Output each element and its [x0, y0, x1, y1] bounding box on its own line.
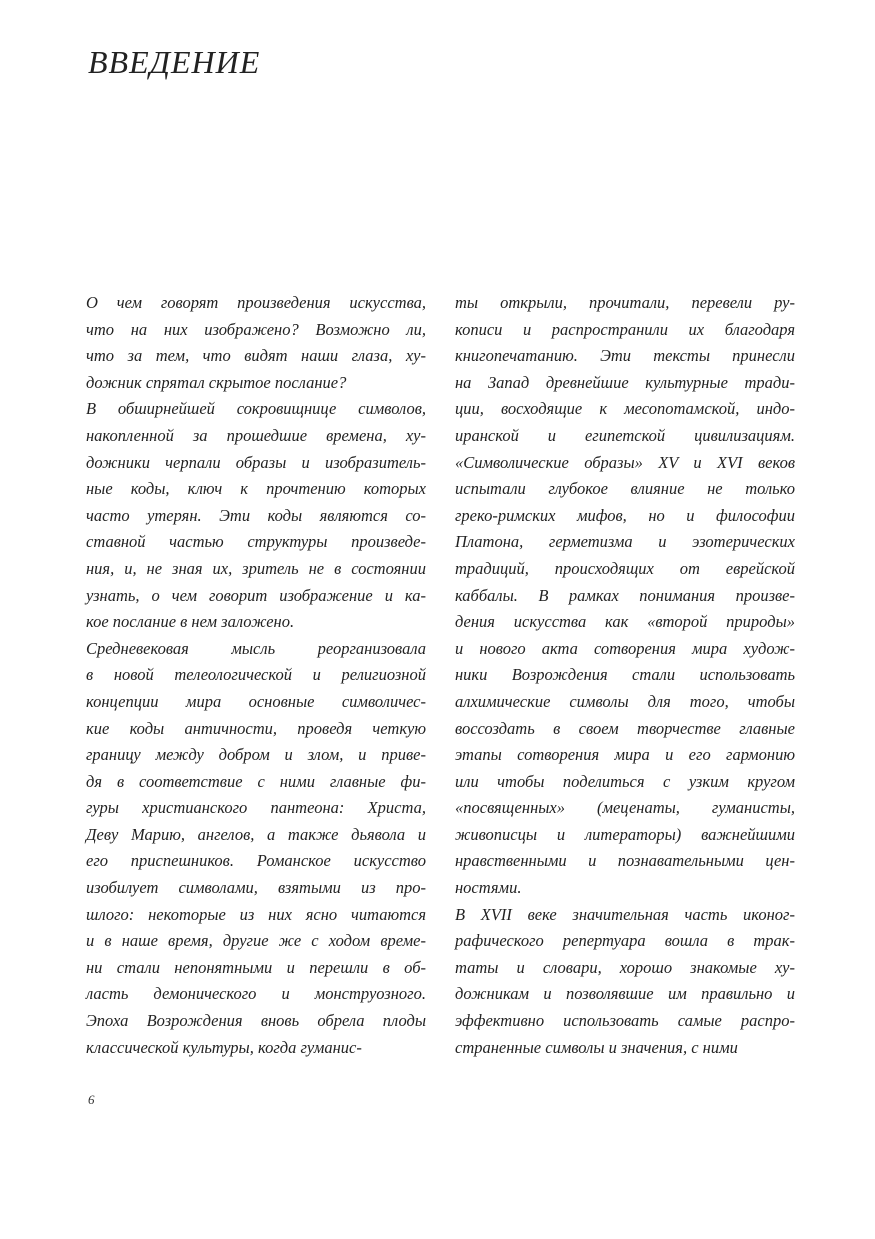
text-line: кие коды античности, проведя четкую: [86, 718, 426, 738]
text-column-right: [455, 290, 795, 1061]
text-line: ты открыли, прочитали, перевели ру-: [455, 293, 795, 312]
text-line: шлого: некоторые из них ясно читаются: [86, 904, 426, 924]
text-line: дожник спрятал скрытое послание?: [86, 372, 347, 392]
text-line: книгопечатанию. Эти тексты принесли: [455, 346, 795, 366]
text-line: греко-римских мифов, но и философии: [455, 505, 795, 525]
text-line: алхимические символы для того, чтобы: [455, 691, 795, 711]
text-line: испытали глубокое влияние не только: [455, 479, 795, 499]
text-line: изобилует символами, взятыми из про-: [86, 878, 426, 898]
text-line: дожники черпали образы и изобразитель-: [86, 452, 426, 472]
text-line: этапы сотворения мира и его гармонию: [455, 745, 795, 765]
text-line: гуры христианского пантеона: Христа,: [86, 798, 426, 818]
text-line: ностями.: [455, 878, 522, 898]
text-line: нравственными и познавательными цен-: [455, 851, 795, 871]
text-line: В XVII веке значительная часть иконог-: [455, 904, 795, 924]
text-line: иранской и египетской цивилизациям.: [455, 425, 795, 445]
text-line: на Запад древнейшие культурные тради-: [455, 372, 795, 392]
text-line: каббалы. В рамках понимания произве-: [455, 585, 795, 605]
text-line: ные коды, ключ к прочтению которых: [86, 479, 426, 499]
text-line: ния, и, не зная их, зритель не в состоянии: [86, 558, 426, 578]
text-line: ни стали непонятными и перешли в об-: [86, 957, 426, 977]
text-line: воссоздать в своем творчестве главные: [455, 718, 795, 738]
text-line: таты и словари, хорошо знакомые ху-: [455, 957, 795, 977]
text-column-left: [86, 290, 426, 1061]
text-line: дя в соответствие с ними главные фи-: [86, 771, 426, 791]
text-line: Средневековая мысль реорганизовала: [86, 638, 426, 658]
text-line: эффективно использовать самые распро-: [455, 1011, 795, 1031]
text-line: часто утерян. Эти коды являются со-: [86, 505, 426, 525]
text-line: что за тем, что видят наши глаза, ху-: [86, 346, 426, 366]
text-line: Деву Марию, ангелов, а также дьявола и: [86, 824, 426, 844]
text-line: «посвященных» (меценаты, гуманисты,: [455, 798, 795, 818]
text-line: и нового акта сотворения мира худож-: [455, 638, 795, 658]
text-line: накопленной за прошедшие времена, ху-: [86, 425, 426, 445]
page-number: 6: [88, 1092, 95, 1107]
text-line: классической культуры, когда гуманис-: [86, 1037, 362, 1057]
text-line: концепции мира основные символичес-: [86, 691, 426, 711]
text-line: в новой телеологической и религиозной: [86, 665, 426, 685]
text-line: или чтобы поделиться с узким кругом: [455, 771, 795, 791]
text-line: кое послание в нем заложено.: [86, 612, 295, 632]
text-line: его приспешников. Романское искусство: [86, 851, 426, 871]
text-line: рафического репертуара вошла в трак-: [455, 931, 795, 951]
text-line: Эпоха Возрождения вновь обрела плоды: [86, 1011, 426, 1031]
text-line: границу между добром и злом, и приве-: [86, 745, 426, 765]
text-line: страненные символы и значения, с ними: [455, 1037, 738, 1057]
text-line: и в наше время, другие же с ходом време-: [86, 931, 426, 951]
text-line: живописцы и литераторы) важнейшими: [455, 824, 795, 844]
text-line: традиций, происходящих от еврейской: [455, 558, 795, 578]
text-line: кописи и распространили их благодаря: [455, 319, 795, 339]
text-line: В обширнейшей сокровищнице символов,: [86, 399, 426, 419]
text-line: О чем говорят произведения искусства,: [86, 293, 426, 312]
text-line: «Символические образы» XV и XVI веков: [455, 452, 795, 472]
text-line: ции, восходящие к месопотамской, индо-: [455, 399, 795, 419]
text-line: что на них изображено? Возможно ли,: [86, 319, 426, 339]
text-line: ставной частью структуры произведе-: [86, 532, 426, 552]
text-line: ласть демонического и монструозного.: [86, 984, 426, 1004]
text-line: Платона, герметизма и эзотерических: [455, 532, 795, 552]
page-title: ВВЕДЕНИЕ: [88, 44, 261, 80]
text-line: дожникам и позволявшие им правильно и: [455, 984, 795, 1004]
text-line: ники Возрождения стали использовать: [455, 665, 795, 685]
text-line: узнать, о чем говорит изображение и ка-: [86, 585, 426, 605]
text-line: дения искусства как «второй природы»: [455, 612, 795, 632]
